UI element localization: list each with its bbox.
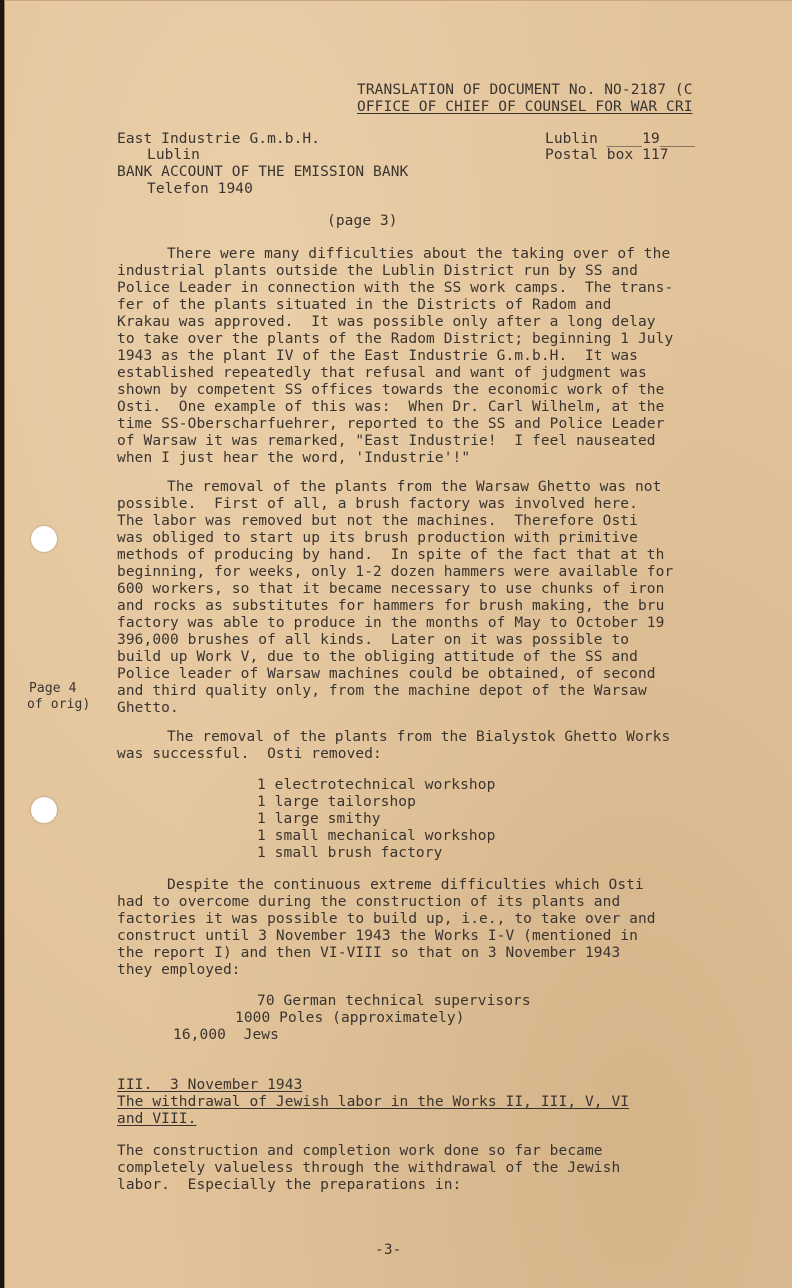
list-item: 1 electrotechnical workshop: [257, 777, 496, 793]
list-item: 70 German technical supervisors: [257, 993, 531, 1009]
faint-mark: [717, 1223, 788, 1287]
translation-header-line2: OFFICE OF CHIEF OF COUNSEL FOR WAR CRI: [357, 99, 693, 115]
translation-header-line1: TRANSLATION OF DOCUMENT No. NO-2187 (C: [357, 82, 693, 98]
place-date: Lublin ____19____: [545, 131, 696, 147]
list-item: 1000 Poles (approximately): [235, 1010, 465, 1026]
page-label: (page 3): [327, 213, 398, 229]
document-page: TRANSLATION OF DOCUMENT No. NO-2187 (C OFFICE OF CHIEF OF COUNSEL FOR WAR CRI East Industrie G.m.b.H. Lublin BANK ACCOUNT OF THE EMISSION BANK Telefon 1940 Lublin ____19____ Postal box 117 (page 3) There were many difficulties about the taking over of the industrial plants outside the Lublin District run by SS and Police Leader in connection with the SS work camps. The trans- fer of the plants situated in the Districts of Radom and Krakau was approved. It was possible only after a long delay to take over the plants of the Radom District; beginning 1 July 1943 as the plant IV of the East Industrie G.m.b.H. It was established repeatedly that refusal and want of judgment was shown by competent SS offices towards the economic work of the Osti. One example of this was: When Dr. Carl Wilhelm, at the time SS-Oberscharfuehrer, reported to the SS and Police Leader of Warsaw it was remarked, "East Industrie! I feel nauseated when I just hear the word, 'Industrie'!" The removal of the plants from the Warsaw Ghetto was not possible. First of all, a brush factory was involved here. The labor was removed but not the machines. Therefore Osti was obliged to start up its brush production with primitive methods of producing by hand. In spite of the fact that at th beginning, for weeks, only 1-2 dozen hammers were available for 600 workers, so that it became necessary to use chunks of iron and rocks as substitutes for hammers for brush making, the bru factory was able to produce in the months of May to October 19 396,000 brushes of all kinds. Later on it was possible to build up Work V, due to the obliging attitude of the SS and Police leader of Warsaw machines could be obtained, of second and third quality only, from the machine depot of the Warsaw Ghetto. Page 4 of orig) The removal of the plants from the Bialystok Ghetto Works was successful. Osti removed: 1 electrotechnical workshop 1 large tailorshop 1 large smithy 1 small mechanical workshop 1 small brush factory Despite the continuous extreme difficulties which Osti had to overcome during the construction of its plants and factories it was possible to build up, i.e., to take over and construct until 3 November 1943 the Works I-V (mentioned in the report I) and then VI-VIII so that on 3 November 1943 they employed: 70 German technical supervisors 1000 Poles (approximately) 16,000 Jews III. 3 November 1943 The withdrawal of Jewish labor in the Works II, III, V, VI and VIII. The construction and completion work done so far became completely valueless through the withdrawal of the Jewish labor. Especially the preparations in: -3-: [4, 0, 792, 1288]
list-item: 1 large smithy: [257, 811, 381, 827]
company-name: East Industrie G.m.b.H.: [117, 131, 321, 147]
postal-box: Postal box 117: [545, 147, 669, 163]
punch-hole: [31, 526, 57, 552]
list-item: 1 large tailorshop: [257, 794, 416, 810]
page-number: -3-: [375, 1242, 402, 1258]
company-city: Lublin: [147, 147, 200, 163]
bank-account: BANK ACCOUNT OF THE EMISSION BANK: [117, 164, 409, 180]
list-item: 1 small brush factory: [257, 845, 443, 861]
margin-note: Page 4: [29, 681, 77, 696]
list-item: 1 small mechanical workshop: [257, 828, 496, 844]
list-item: 16,000 Jews: [173, 1027, 279, 1043]
phone-number: Telefon 1940: [147, 181, 253, 197]
margin-note: of orig): [27, 697, 91, 712]
punch-hole: [31, 797, 57, 823]
